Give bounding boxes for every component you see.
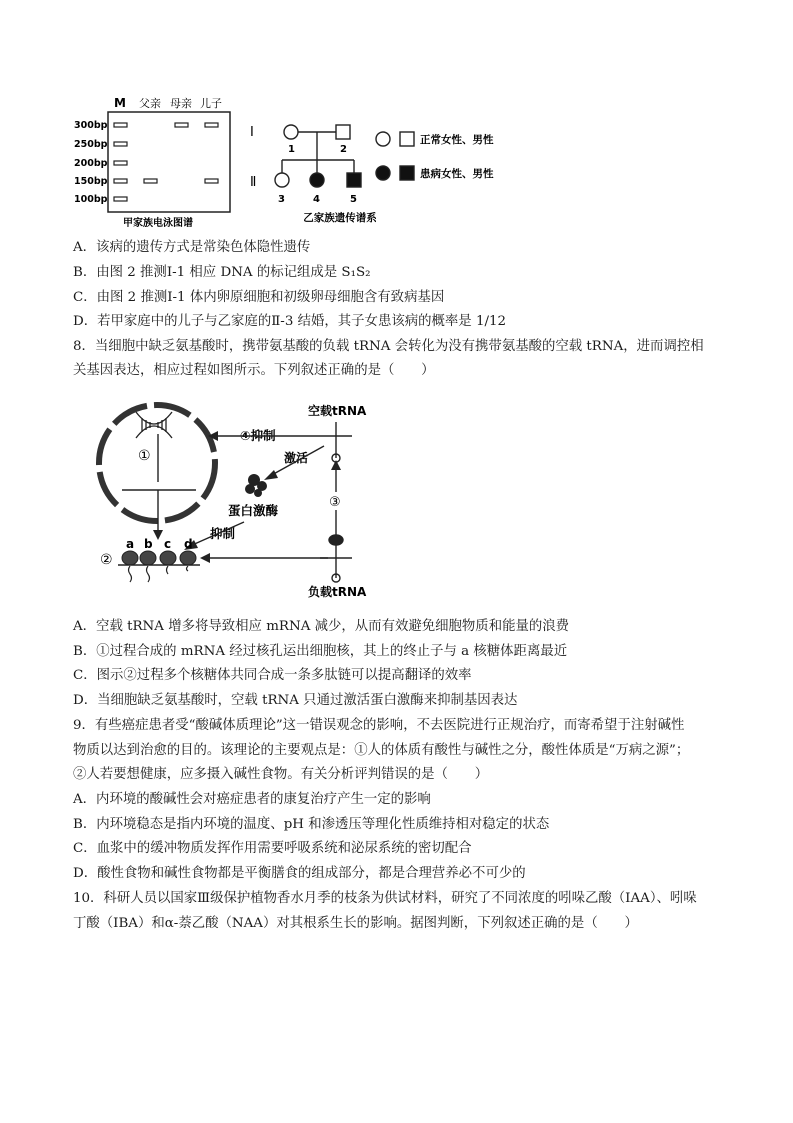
q7-option-c: C．由图 2 推测Ⅰ-1 体内卵原细胞和初级卵母细胞含有致病基因 — [73, 290, 445, 305]
mrna-export-arrowhead — [153, 530, 163, 540]
individual-II-5 — [347, 173, 361, 187]
polypeptide-chains-icon — [129, 566, 189, 582]
loaded-trna-to-ribosome-arrowhead — [200, 553, 210, 563]
pedigree-figure — [248, 110, 528, 230]
lane-header-m: M — [114, 96, 126, 110]
q7-option-b: B．由图 2 推测Ⅰ-1 相应 DNA 的标记组成是 S₁S₂ — [73, 265, 371, 280]
q8-option-b: B．①过程合成的 mRNA 经过核孔运出细胞核，其上的终止子与 a 核糖体距离最近 — [73, 644, 568, 659]
ind-2-label: 2 — [340, 144, 347, 155]
inhibit-label: 抑制 — [210, 526, 236, 541]
empty-trna-label: 空载tRNA — [308, 404, 367, 418]
band-m-150 — [114, 179, 127, 183]
q8-stem-line1: 8．当细胞中缺乏氨基酸时，携带氨基酸的负载 tRNA 会转化为没有携带氨基酸的空载 tRNA，进而调控相 — [73, 339, 704, 354]
ind-3-label: 3 — [278, 194, 285, 205]
inhibit-4-label: ④抑制 — [240, 428, 276, 443]
individual-I-2 — [336, 125, 350, 139]
lane-header-mother: 母亲 — [170, 97, 192, 110]
q10-stem-line1: 10．科研人员以国家Ⅲ级保护植物香水月季的枝条为供试材料，研究了不同浓度的吲哚乙酸（IAA）、吲哚 — [73, 891, 697, 906]
q9-stem-line3: ②人若要想健康，应多摄入碱性食物。有关分析评判错误的是（ ） — [73, 767, 489, 782]
band-m-100 — [114, 197, 127, 201]
activate-label: 激活 — [284, 451, 309, 465]
bp-label-150: 150bp — [74, 176, 108, 187]
bp-label-250: 250bp — [74, 139, 108, 150]
individual-II-3 — [275, 173, 289, 187]
lane-header-father: 父亲 — [139, 97, 161, 110]
band-mother-300 — [175, 123, 188, 127]
band-son-150 — [205, 179, 218, 183]
ribosome-a-label: a — [126, 537, 135, 551]
legend-affected-female-icon — [376, 166, 390, 180]
ribosome-c-label: c — [164, 537, 172, 551]
bp-label-300: 300bp — [74, 120, 108, 131]
legend-normal-male-icon — [400, 132, 414, 146]
gen-1-label: Ⅰ — [250, 125, 254, 140]
ind-5-label: 5 — [350, 194, 357, 205]
legend-normal-label: 正常女性、男性 — [420, 134, 494, 146]
q7-option-d: D．若甲家庭中的儿子与乙家庭的Ⅱ-3 结婚，其子女患该病的概率是 1/12 — [73, 314, 507, 329]
protein-kinase-icon — [245, 474, 267, 497]
q9-option-a: A．内环境的酸碱性会对癌症患者的康复治疗产生一定的影响 — [73, 792, 431, 807]
step-1-label: ① — [138, 448, 151, 464]
q9-option-b: B．内环境稳态是指内环境的温度、pH 和渗透压等理化性质维持相对稳定的状态 — [73, 817, 550, 832]
q8-option-a: A．空载 tRNA 增多将导致相应 mRNA 减少，从而有效避免细胞物质和能量的浪费 — [73, 619, 570, 634]
gel-bands — [114, 123, 218, 201]
trna-regulation-figure — [92, 398, 392, 608]
lane-header-son: 儿子 — [200, 97, 222, 110]
band-m-250 — [114, 142, 127, 146]
step-3-arrowhead — [331, 460, 341, 470]
band-father-150 — [144, 179, 157, 183]
ribosomes-icon — [122, 551, 196, 565]
dna-helix-icon — [136, 412, 172, 438]
q8-option-d: D．当细胞缺乏氨基酸时，空载 tRNA 只通过激活蛋白激酶来抑制基因表达 — [73, 693, 518, 708]
q7-option-a: A．该病的遗传方式是常染色体隐性遗传 — [73, 240, 311, 255]
ribosome-d-label: d — [184, 537, 193, 551]
individual-II-4 — [310, 173, 324, 187]
q8-stem-line2: 关基因表达，相应过程如图所示。下列叙述正确的是（ ） — [73, 363, 435, 378]
q10-stem-line2: 丁酸（IBA）和α-萘乙酸（NAA）对其根系生长的影响。据图判断，下列叙述正确的是（ ） — [73, 916, 638, 931]
activate-arrowhead — [264, 470, 278, 480]
ind-1-label: 1 — [288, 144, 295, 155]
ind-4-label: 4 — [313, 194, 320, 205]
step-3-label: ③ — [329, 495, 341, 510]
q9-stem-line2: 物质以达到治愈的目的。该理论的主要观点是：①人的体质有酸性与碱性之分，酸性体质是“万病之源”； — [73, 743, 690, 758]
bp-label-200: 200bp — [74, 158, 108, 169]
q8-option-c: C．图示②过程多个核糖体共同合成一条多肽链可以提高翻译的效率 — [73, 668, 472, 683]
bp-label-100: 100bp — [74, 194, 108, 205]
q9-stem-line1: 9．有些癌症患者受“酸碱体质理论”这一错误观念的影响，不去医院进行正规治疗，而寄希望于注射碱性 — [73, 718, 685, 733]
ribosome-b-label: b — [144, 537, 153, 551]
electrophoresis-figure — [72, 92, 242, 232]
band-son-300 — [205, 123, 218, 127]
gen-2-label: Ⅱ — [250, 175, 257, 190]
legend-affected-male-icon — [400, 166, 414, 180]
legend-affected-label: 患病女性、男性 — [420, 168, 494, 180]
step-2-label: ② — [100, 552, 113, 568]
q9-option-d: D．酸性食物和碱性食物都是平衡膳食的组成部分，都是合理营养必不可少的 — [73, 866, 526, 881]
nucleus-envelope — [99, 405, 215, 521]
pedigree-caption: 乙家族遗传谱系 — [303, 212, 377, 224]
loaded-trna-label: 负载tRNA — [308, 585, 367, 599]
band-m-200 — [114, 161, 127, 165]
electro-caption: 甲家族电泳图谱 — [123, 218, 193, 229]
protein-kinase-label: 蛋白激酶 — [228, 503, 279, 518]
band-m-300 — [114, 123, 127, 127]
legend-normal-female-icon — [376, 132, 390, 146]
individual-I-1 — [284, 125, 298, 139]
empty-trna-icon — [320, 422, 352, 462]
q9-option-c: C．血浆中的缓冲物质发挥作用需要呼吸系统和泌尿系统的密切配合 — [73, 841, 472, 856]
